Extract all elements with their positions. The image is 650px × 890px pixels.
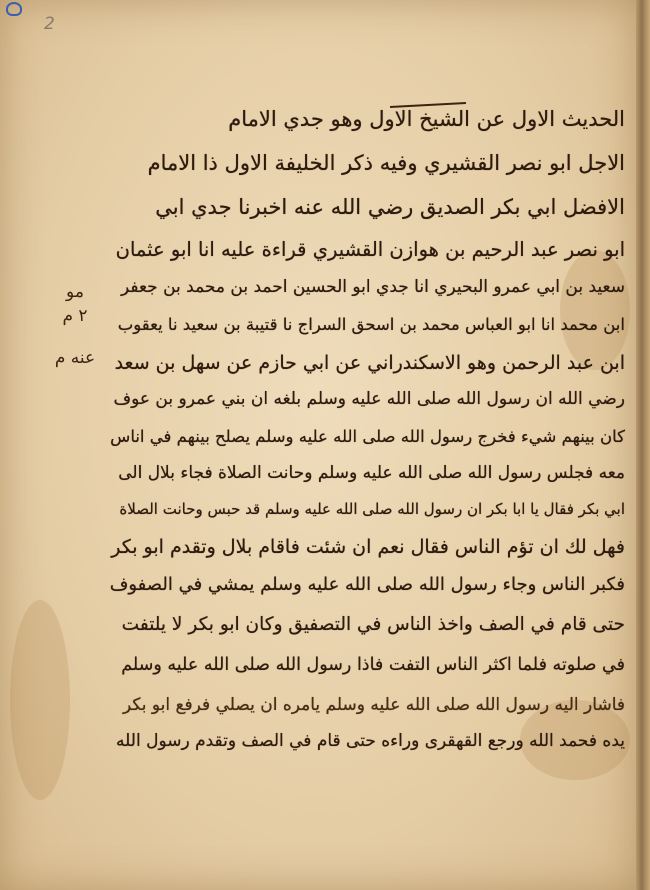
manuscript-line: فاشار اليه رسول الله صلى الله عليه وسلم يامره ان يصلي فرفع ابو بكر	[122, 695, 625, 715]
manuscript-line: ابن محمد انا ابو العباس محمد بن اسحق السراج نا قتيبة بن سعيد نا يعقوب	[117, 315, 625, 334]
manuscript-line: الاجل ابو نصر القشيري وفيه ذكر الخليفة الاول ذا الامام	[147, 151, 625, 175]
margin-note: ۲ م	[62, 306, 88, 326]
water-stain	[10, 600, 70, 800]
manuscript-line: حتى قام في الصف واخذ الناس في التصفيق وكان ابو بكر لا يلتفت	[121, 614, 625, 635]
corner-ink-mark	[6, 2, 22, 16]
manuscript-line: يده فحمد الله ورجع القهقرى وراءه حتى قام في الصف وتقدم رسول الله	[116, 731, 625, 751]
margin-note: عنه م	[54, 348, 96, 368]
page-edge	[636, 0, 650, 890]
manuscript-line: في صلوته فلما اكثر الناس التفت فاذا رسول الله صلى الله عليه وسلم	[121, 655, 625, 675]
manuscript-line: ابن عبد الرحمن وهو الاسكندراني عن ابي حازم عن سهل بن سعد	[114, 352, 625, 374]
margin-note: مو	[66, 282, 84, 302]
folio-number: 2	[44, 14, 55, 34]
manuscript-line: كان بينهم شيء فخرج رسول الله صلى الله عليه وسلم يصلح بينهم في اناس	[110, 427, 625, 446]
manuscript-line: معه فجلس رسول الله صلى الله عليه وسلم وحانت الصلاة فجاء بلال الى	[118, 463, 625, 483]
manuscript-line: ابو نصر عبد الرحيم بن هوازن القشيري قراءة عليه انا ابو عثمان	[115, 238, 625, 261]
manuscript-line: فكبر الناس وجاء رسول الله صلى الله عليه وسلم يمشي في الصفوف	[109, 574, 625, 595]
manuscript-line: الحديث الاول عن الشيخ الاول وهو جدي الامام	[228, 107, 625, 131]
manuscript-line: فهل لك ان تؤم الناس فقال نعم ان شئت فاقام بلال وتقدم ابو بكر	[111, 536, 625, 558]
manuscript-line: ابي بكر فقال يا ابا بكر ان رسول الله صلى الله عليه وسلم قد حبس وحانت الصلاة	[119, 500, 625, 518]
manuscript-line: الافضل ابي بكر الصديق رضي الله عنه اخبرنا جدي ابي	[155, 195, 625, 219]
manuscript-line: سعيد بن ابي عمرو البحيري انا جدي ابو الحسين احمد بن محمد بن جعفر	[121, 277, 625, 297]
manuscript-line: رضي الله ان رسول الله صلى الله عليه وسلم بلغه ان بني عمرو بن عوف	[113, 389, 625, 409]
